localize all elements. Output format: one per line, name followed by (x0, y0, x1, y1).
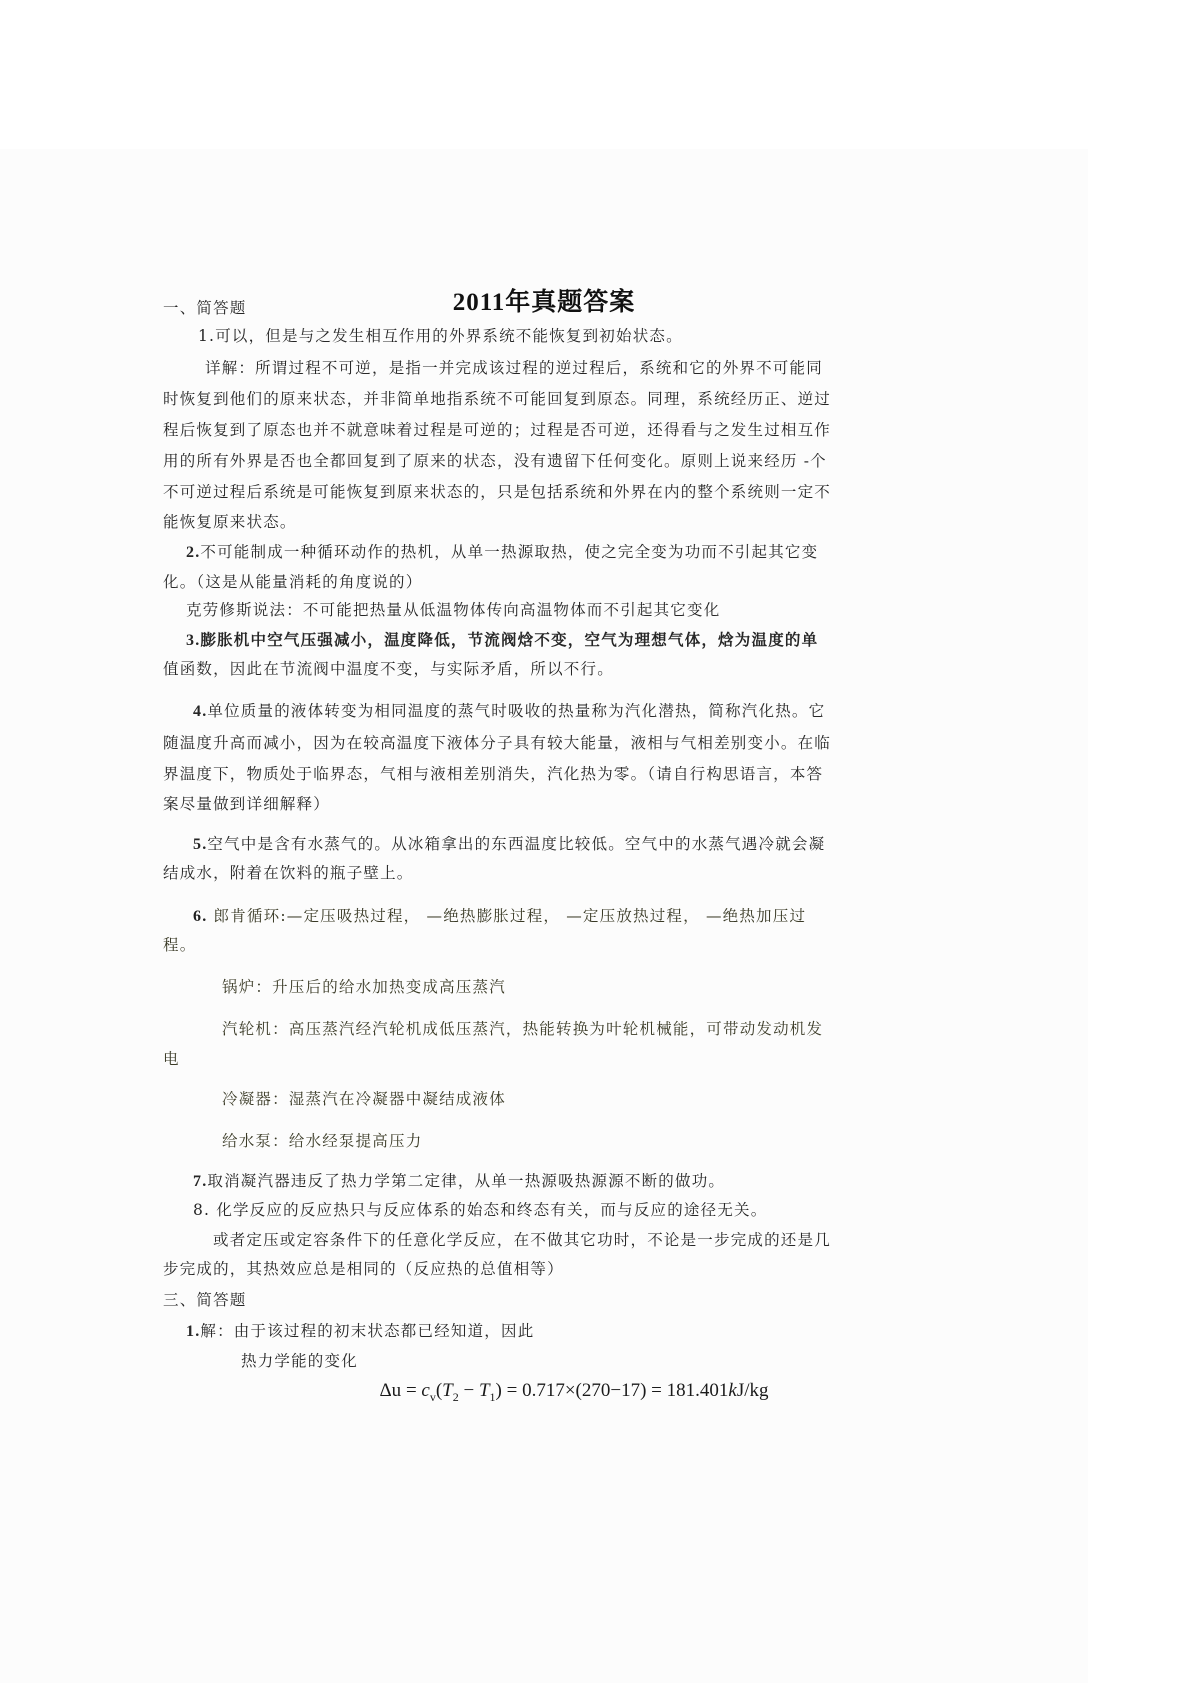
eq-t2: T (442, 1380, 453, 1401)
q7-text: 取消凝汽器违反了热力学第二定律，从单一热源吸热源源不断的做功。 (207, 1172, 726, 1190)
eq-unit: J/kg (736, 1380, 769, 1401)
q1-detail-line: 能恢复原来状态。 (163, 513, 297, 531)
page-title: 2011年真题答案 (452, 289, 636, 316)
q6-line: 程。 (163, 936, 197, 954)
q3-line: 值函数，因此在节流阀中温度不变，与实际矛盾，所以不行。 (163, 660, 614, 678)
q3-text: 膨胀机中空气压强减小，温度降低，节流阀焓不变，空气为理想气体，焓为温度的单 (200, 630, 819, 649)
clausius-statement: 克劳修斯说法：不可能把热量从低温物体传向高温物体而不引起其它变化 (186, 601, 721, 619)
s3-q1-number: 1. (186, 1323, 201, 1340)
eq-rest: = 0.717×(270−17) = 181.401 (501, 1380, 729, 1401)
eq-lhs: Δu (379, 1380, 402, 1401)
q8-line: 步完成的，其热效应总是相同的（反应热的总值相等） (163, 1260, 564, 1278)
q1-detail-line: 用的所有外界是否也全都回复到了原来的状态，没有遗留下任何变化。原则上说来经历 -个 (163, 452, 827, 470)
q3-number: 3. (186, 632, 201, 649)
s3-q1-intro (186, 1321, 534, 1342)
eq-t2-sub: 2 (452, 1389, 459, 1404)
q5-line (193, 834, 825, 855)
q4-text: 单位质量的液体转变为相同温度的蒸气时吸收的热量称为汽化潜热，简称汽化热。它 (207, 702, 826, 720)
q1-detail-line: 不可逆过程后系统是可能恢复到原来状态的，只是包括系统和外界在内的整个系统则一定不 (163, 483, 832, 501)
q5-number: 5. (193, 836, 208, 853)
q3-line (186, 630, 818, 651)
q7-number: 7. (193, 1173, 208, 1190)
q7-line (193, 1171, 725, 1192)
s3-q1-text: 解：由于该过程的初末状态都已经知道，因此 (200, 1322, 535, 1340)
q5-text: 空气中是含有水蒸气的。从冰箱拿出的东西温度比较低。空气中的水蒸气遇冷就会凝 (207, 835, 826, 853)
q5-line: 结成水，附着在饮料的瓶子壁上。 (163, 864, 414, 882)
eq-cv: c (421, 1380, 430, 1401)
q4-line: 案尽量做到详细解释） (163, 795, 331, 813)
q1-detail-line: 时恢复到他们的原来状态，并非简单地指系统不可能回复到原态。同理，系统经历正、逆过 (163, 390, 832, 408)
q4-line (193, 701, 825, 722)
q2-number: 2. (186, 544, 201, 561)
q1-answer: 1.可以，但是与之发生相互作用的外界系统不能恢复到初始状态。 (198, 327, 683, 345)
eq-t1: T (478, 1380, 490, 1401)
eq-cv-sub: v (429, 1389, 436, 1404)
rankine-condenser: 冷凝器：湿蒸汽在冷凝器中凝结成液体 (222, 1090, 506, 1108)
equation: $\Delta u = c_v(T_2 - T_1) = 0.717\times(270-17) = 181.401kJ/kg$ (379, 1380, 769, 1404)
section1-heading: 一、简答题 (163, 299, 247, 317)
q1-detail-line: 程后恢复到了原态也并不就意味着过程是可逆的；过程是否可逆，还得看与之发生过相互作 (163, 421, 832, 439)
rankine-turbine-cont: 电 (163, 1050, 180, 1068)
q6-line (193, 906, 806, 927)
q4-number: 4. (193, 703, 208, 720)
q8-line: 8. 化学反应的反应热只与反应体系的始态和终态有关，而与反应的途径无关。 (193, 1201, 768, 1219)
q1-detail-line: 详解：所谓过程不可逆，是指一并完成该过程的逆过程后，系统和它的外界不可能同 (205, 359, 823, 377)
q4-line: 界温度下，物质处于临界态，气相与液相差别消失，汽化热为零。（请自行构思语言，本答 (163, 765, 824, 783)
q6-text: 郎肯循环:—定压吸热过程， —绝热膨胀过程， —定压放热过程， —绝热加压过 (213, 907, 807, 925)
q4-line: 随温度升高而减小，因为在较高温度下液体分子具有较大能量，液相与气相差别变小。在临 (163, 734, 832, 752)
rankine-boiler: 锅炉：升压后的给水加热变成高压蒸汽 (222, 978, 506, 996)
eq-t1-sub: 1 (489, 1389, 496, 1404)
rankine-pump: 给水泵：给水经泵提高压力 (222, 1132, 423, 1150)
q8-line: 或者定压或定容条件下的任意化学反应，在不做其它功时，不论是一步完成的还是几 (213, 1231, 831, 1249)
section3-heading: 三、简答题 (163, 1291, 247, 1309)
rankine-turbine: 汽轮机：高压蒸汽经汽轮机成低压蒸汽，热能转换为叶轮机械能，可带动发动机发 (222, 1020, 824, 1038)
q2-text: 不可能制成一种循环动作的热机，从单一热源取热，使之完全变为功而不引起其它变 (200, 543, 819, 561)
q2-line: 化。（这是从能量消耗的角度说的） (163, 573, 423, 591)
q2-line (186, 542, 818, 563)
q6-number: 6. (193, 908, 208, 925)
s3-q1-sub: 热力学能的变化 (241, 1352, 358, 1370)
eq-unit-k: k (728, 1380, 737, 1401)
